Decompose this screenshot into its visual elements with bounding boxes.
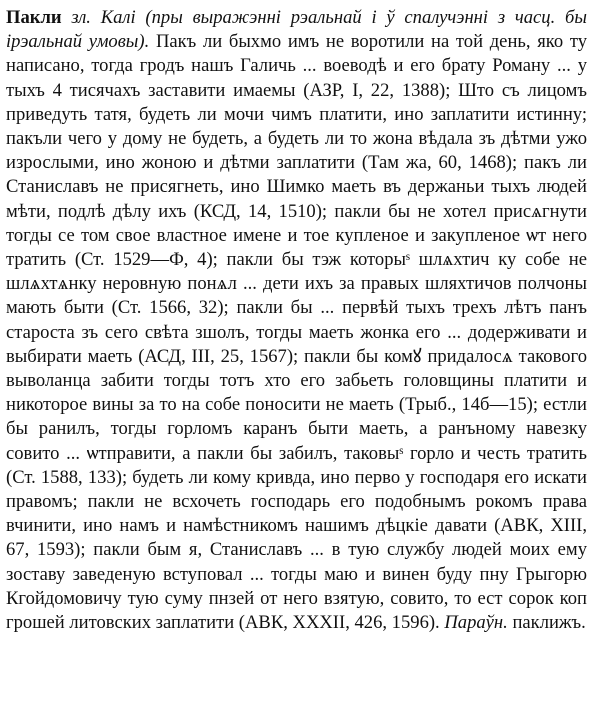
compare-label: Парaўн. bbox=[444, 612, 508, 634]
entry-compare bbox=[444, 612, 585, 633]
entry-body: Пакъ ли быхмо имъ не воротили на той день, яко ту написано, тогда гродъ нашъ Галичь ... воеводѣ и его брату Роману ... у тыхъ 4 тисячахъ заставити имаемы (АЗР, І, 22, 1388); Што съ лицомъ приведуть татя, будеть ли мочи чимъ платити, ино заплатити истинну; пакъли чего у дому не будеть, а будеть ли то жона вѣдала зъ дѣтми ужо изрослыми, ино жоною и дѣтми заплатити (Там жа, 60, 1468); пакъ ли Станиславъ не присягнеть, ино Шимко маеть въ держаньи тыхъ людей мѣти, подлѣ дѣлу ихъ (КСД, 14, 1510); пакли бы не хотел присѧгнути тогды се том свое властное имене и тое купленое и закупленое ѡт него тратить (Ст. 1529—Ф, 4); пакли бы тэж которыˢ шлѧхтич ку собе не шлѧхтѧнку неровную понѧл ... дети ихъ за правых шляхтичов полчоны мають быти (Ст. 1566, 32); пакли бы ... первѣй тыхъ трехъ лѣтъ панъ староста зъ сего свѣта зшолъ, тогды маеть жонка его ... додерживати и выбирати маеть (АСД, III, 25, 1567); пакли бы комꙋ придалосѧ такового выволанца забити тогды тотъ хто его забьеть головщины платити и никоторое вины за то на собе поносити не маеть (Трыб., 14б—15); естли бы ранилъ, тогды горломъ каранъ быти маеть, а ранъному навезку совито ... ѡтправити, а пакли бы забилъ, таковыˢ горло и честь тратить (Ст. 1588, 133); будеть ли кому кривда, ино перво у господаря его искати правомъ; пакли не всхочеть господарь его подобнымъ рокомъ права вчинити, ино намъ и намѣстникомъ нашимъ дѣцкіе давати (АВК, XIII, 67, 1593); пакли бым я, Станиславъ ... в тую службу людей моих ему зоставу заведеную вступовал ... тогды маю и винен буду пну Грыгорю Кгойдомовичу тую суму пнзей от него взятую, совито, то ест сорок коп грошей литовских заплатити (АВК, XXXII, 426, 1596). bbox=[6, 31, 587, 634]
entry-headword: Пакли bbox=[6, 7, 62, 28]
entry-grammar-note: зл. Калі (пры выражэнні рэальнай і ў спалучэнні з часц. бы ірэальнай умовы). bbox=[6, 7, 587, 53]
compare-value: паклижъ. bbox=[512, 612, 586, 634]
dictionary-entry bbox=[6, 6, 587, 635]
